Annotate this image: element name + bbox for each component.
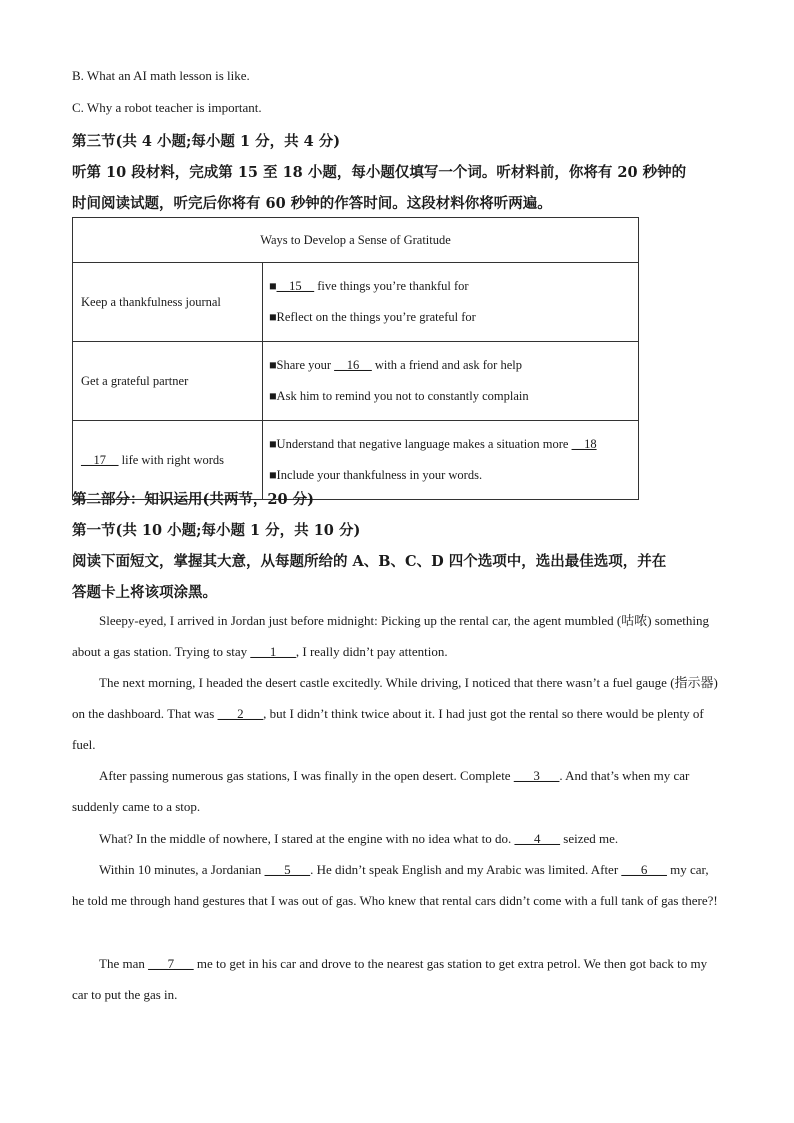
passage-paragraph-2: The next morning, I headed the desert castle excitedly. While driving, I noticed that there wasn’t a fuel gauge (指示器) on the dashboard. That was ___2___, but I didn’t think twice about it. I had just got the rental so there would be plenty of fuel. [72, 675, 718, 752]
passage-paragraph-5: Within 10 minutes, a Jordanian ___5___. He didn’t speak English and my Arabic was limited. After ___6___ my car, he told me through hand gestures that I was out of gas. Who knew that rental cars didn’t come with a full tank of gas there?! [72, 862, 718, 908]
passage-paragraph-3: After passing numerous gas stations, I was finally in the open desert. Complete ___3___. And that’s when my car suddenly came to a stop. [72, 768, 690, 814]
row2-left-cell: Get a grateful partner [73, 342, 263, 421]
row1-left-cell: Keep a thankfulness journal [73, 263, 263, 342]
table-row [73, 263, 639, 342]
option-b: B. What an AI math lesson is like. [72, 68, 250, 83]
blank-6[interactable]: ___6___ [621, 862, 667, 877]
blank-15[interactable]: __15__ [276, 279, 315, 293]
blank-16[interactable]: __16__ [334, 358, 372, 372]
part2-section1-heading: 第一节(共 10 小题;每小题 1 分，共 10 分) [72, 522, 361, 539]
part2-instructions-line1: 阅读下面短文，掌握其大意，从每题所给的 A、B、C、D 四个选项中，选出最佳选项，并在 [72, 553, 667, 570]
option-c: C. Why a robot teacher is important. [72, 100, 262, 115]
row3-right-cell [263, 421, 639, 500]
section3-heading: 第三节(共 4 小题;每小题 1 分，共 4 分) [72, 133, 341, 150]
part2-instructions-line2: 答题卡上将该项涂黑。 [72, 584, 217, 601]
section3-instructions-line1: 听第 10 段材料，完成第 15 至 18 小题，每小题仅填写一个词。听材料前，你将有 20 秒钟的 [72, 164, 687, 181]
blank-3[interactable]: ___3___ [513, 768, 560, 783]
row2-bullet2: ■Ask him to remind you not to constantly complain [269, 389, 529, 403]
row2-bullet1: ■Share your __16__ with a friend and ask for help [269, 358, 522, 372]
blank-17[interactable]: __17__ [81, 452, 119, 467]
blank-18[interactable]: __18 [571, 437, 597, 451]
row1-bullet1: ■__15__ five things you’re thankful for [269, 279, 469, 293]
gratitude-table [72, 217, 639, 500]
passage-paragraph-6: The man ___7___ me to get in his car and drove to the nearest gas station to get extra petrol. We then got back to my car to put the gas in. [72, 956, 708, 1002]
blank-2[interactable]: ___2___ [217, 706, 264, 721]
passage-paragraph-4: What? In the middle of nowhere, I stared at the engine with no idea what to do. ___4___ seized me. [99, 831, 619, 846]
blank-1[interactable]: ___1___ [250, 644, 296, 659]
row3-bullet2: ■Include your thankfulness in your words. [269, 468, 483, 482]
passage-paragraph-1: Sleepy-eyed, I arrived in Jordan just before midnight: Picking up the rental car, the agent mumbled (咕哝) something about a gas station. Trying to stay ___1___, I really didn’t pay attention. [72, 613, 709, 659]
blank-7[interactable]: ___7___ [148, 956, 194, 971]
table-row [73, 342, 639, 421]
row1-bullet2: ■Reflect on the things you’re grateful for [269, 310, 476, 324]
blank-5[interactable]: ___5___ [264, 862, 311, 877]
table-title: Ways to Develop a Sense of Gratitude [73, 218, 639, 263]
blank-4[interactable]: ___4___ [514, 831, 561, 846]
row3-left-cell: __17__ life with right words [73, 421, 263, 500]
row3-bullet1: ■Understand that negative language makes a situation more __18 [269, 437, 597, 451]
section3-instructions-line2: 时间阅读试题，听完后你将有 60 秒钟的作答时间。这段材料你将听两遍。 [72, 195, 552, 212]
part2-heading: 第二部分：知识运用(共两节，20 分) [72, 491, 314, 508]
row2-right-cell [263, 342, 639, 421]
row1-right-cell [263, 263, 639, 342]
